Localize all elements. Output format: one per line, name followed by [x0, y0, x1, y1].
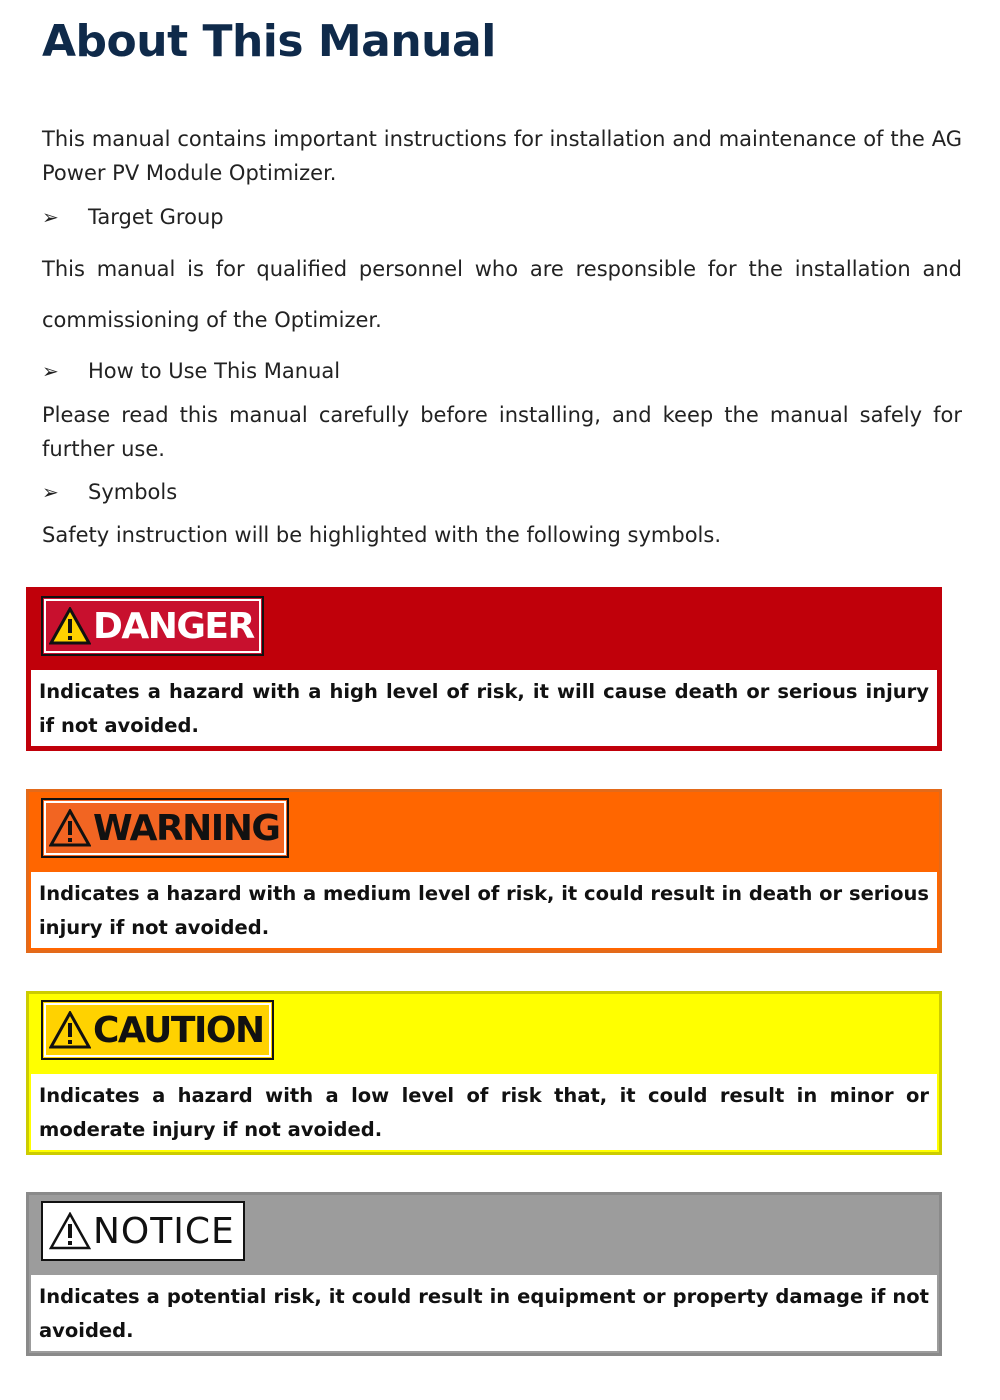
section-heading-label: How to Use This Manual [88, 359, 341, 383]
page-title: About This Manual [42, 16, 496, 67]
notice-header [29, 1195, 939, 1273]
notice-label: NOTICE [93, 1210, 235, 1252]
arrow-bullet-icon: ➢ [42, 480, 59, 504]
section-heading-label: Symbols [88, 480, 178, 504]
caution-symbol-box [26, 991, 942, 1155]
notice-symbol-box [26, 1192, 942, 1356]
warning-triangle-icon [49, 1212, 91, 1250]
warning-triangle-icon [49, 607, 91, 645]
danger-badge [41, 596, 264, 656]
intro-paragraph: This manual contains important instructions for installation and maintenance of the AG Power PV Module Optimizer. [42, 127, 962, 185]
warning-triangle-icon [49, 1011, 91, 1049]
section-heading-label: Target Group [88, 205, 224, 229]
warning-description: Indicates a hazard with a medium level of risk, it could result in death or serious injury if not avoided. [31, 872, 937, 948]
caution-description: Indicates a hazard with a low level of risk that, it could result in minor or moderate injury if not avoided. [31, 1074, 937, 1150]
caution-label: CAUTION [93, 1009, 264, 1051]
warning-badge [41, 798, 289, 858]
caution-header [29, 994, 939, 1072]
danger-description: Indicates a hazard with a high level of risk, it will cause death or serious injury if not avoided. [31, 670, 937, 746]
caution-badge [41, 1000, 274, 1060]
arrow-bullet-icon: ➢ [42, 359, 59, 383]
arrow-bullet-icon: ➢ [42, 205, 59, 229]
warning-symbol-box [26, 789, 942, 953]
warning-label: WARNING [93, 807, 280, 849]
danger-symbol-box [26, 587, 942, 751]
danger-header [29, 590, 939, 668]
how-to-use-paragraph: Please read this manual carefully before installing, and keep the manual safely for further use. [42, 403, 962, 461]
notice-badge [41, 1201, 245, 1261]
symbols-paragraph: Safety instruction will be highlighted with the following symbols. [42, 523, 721, 547]
section-heading-target-group [42, 200, 224, 234]
warning-header [29, 792, 939, 870]
notice-description: Indicates a potential risk, it could result in equipment or property damage if not avoided. [31, 1275, 937, 1351]
warning-triangle-icon [49, 809, 91, 847]
danger-label: DANGER [93, 605, 254, 647]
target-group-paragraph: This manual is for qualified personnel who are responsible for the installation and commissioning of the Optimizer. [42, 257, 962, 332]
section-heading-symbols [42, 475, 177, 509]
section-heading-how-to-use [42, 354, 340, 388]
